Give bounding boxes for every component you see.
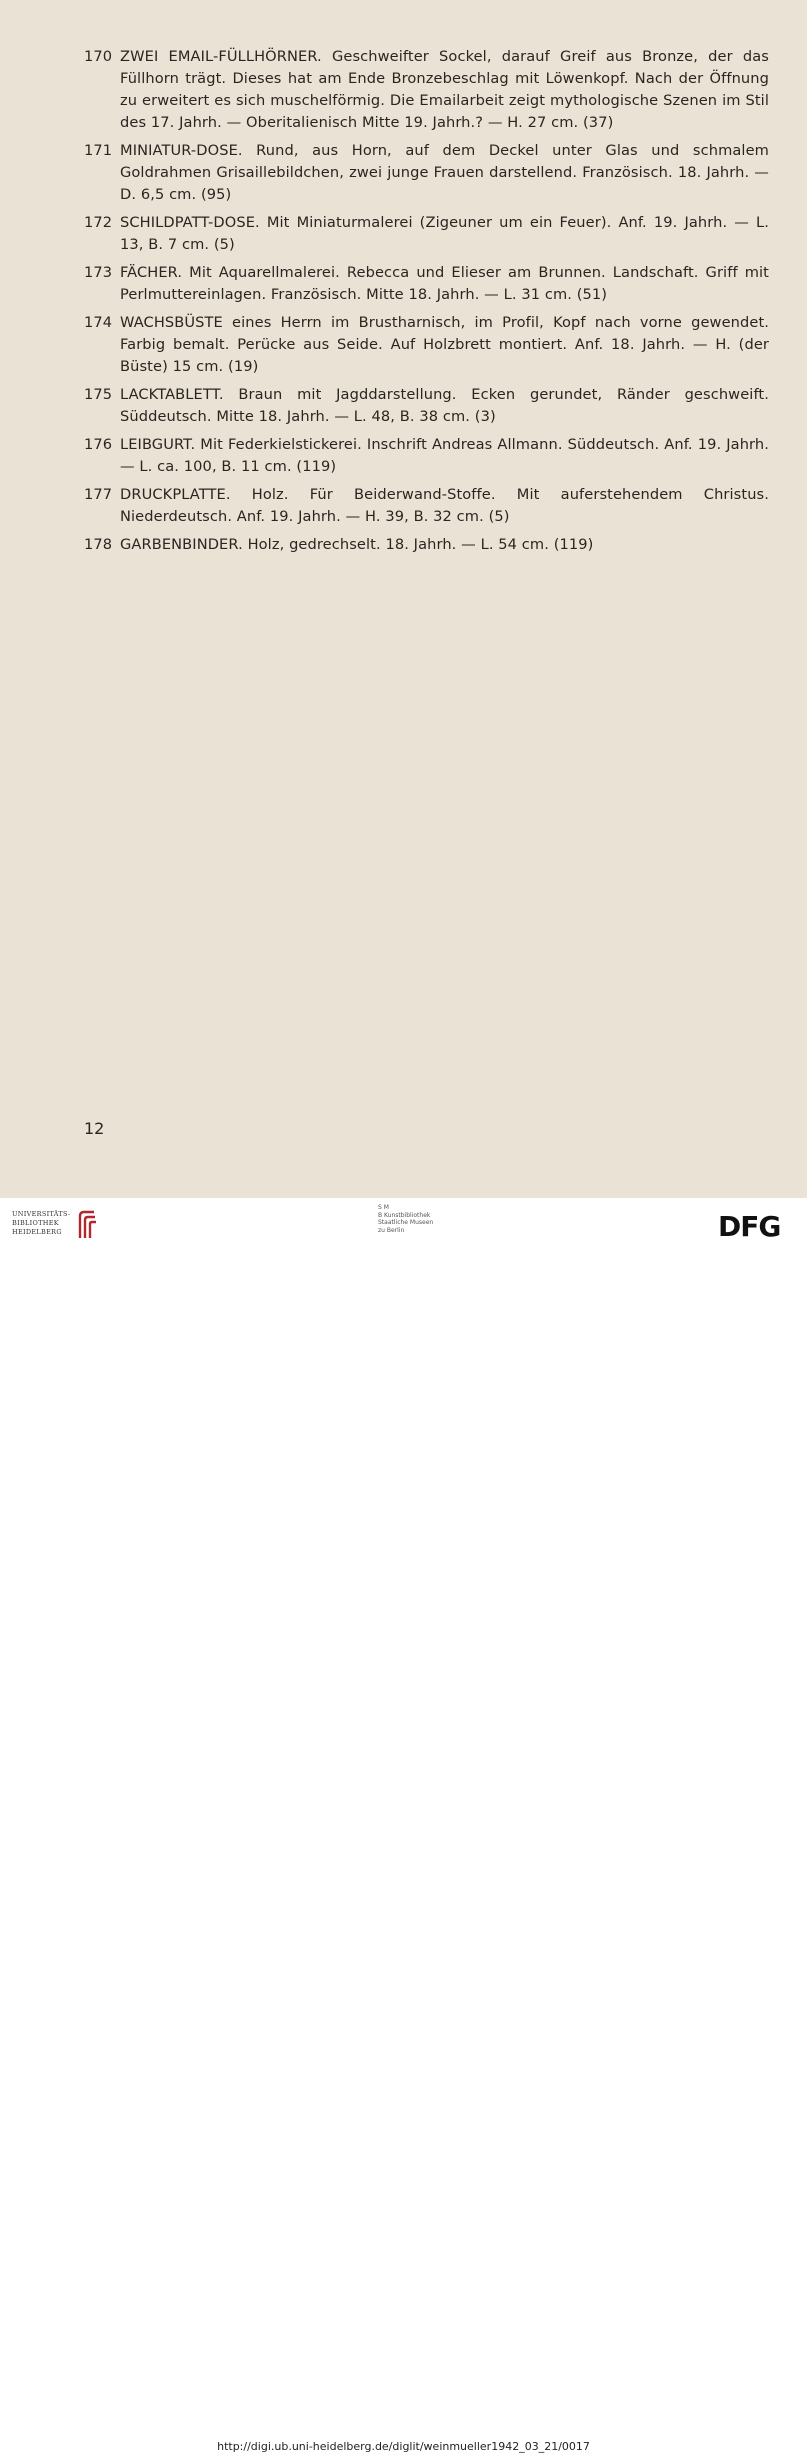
viewer-footer: [0, 1198, 807, 2453]
catalog-entry: [84, 140, 769, 206]
library-mark-icon: [76, 1210, 98, 1240]
dfg-logo-text: DFG: [718, 1211, 781, 1239]
library-name-line: HEIDELBERG: [12, 1228, 62, 1236]
entry-number: 175: [84, 386, 113, 403]
museum-stamp: [378, 1204, 488, 1234]
catalog-entry: [84, 262, 769, 306]
catalog-entry: [84, 46, 769, 134]
stamp-line: B Kunstbibliothek: [378, 1211, 431, 1219]
catalog-entry: [84, 534, 769, 556]
entry-text: DRUCKPLATTE. Holz. Für Beiderwand-Stoffe. Mit auferstehendem Christus. Niederdeutsch. Anf. 19. Jahrh. — H. 39, B. 32 cm. (5): [120, 486, 769, 525]
entry-text: LEIBGURT. Mit Federkielstickerei. Inschrift Andreas Allmann. Süddeutsch. Anf. 19. Jahrh. — L. ca. 100, B. 11 cm. (119): [120, 436, 769, 475]
entry-text: GARBENBINDER. Holz, gedrechselt. 18. Jahrh. — L. 54 cm. (119): [120, 536, 594, 553]
library-name: [12, 1210, 74, 1237]
stamp-line: zu Berlin: [378, 1226, 405, 1234]
page-number: 12: [84, 1119, 105, 1138]
entry-number: 171: [84, 142, 113, 159]
entry-number: 178: [84, 536, 113, 553]
entry-text: ZWEI EMAIL-FÜLLHÖRNER. Geschweifter Sockel, darauf Greif aus Bronze, der das Füllhorn trägt. Dieses hat am Ende Bronzebeschlag mit Löwenkopf. Nach der Öffnung zu erweitert es sich muschelförmig. Die Emailarbeit zeigt mythologische Szenen im Stil des 17. Jahrh. — Oberitalienisch Mitte 19. Jahrh.? — H. 27 cm. (37): [120, 48, 769, 131]
catalog-entry: [84, 384, 769, 428]
permalink-url[interactable]: http://digi.ub.uni-heidelberg.de/diglit/weinmueller1942_03_21/0017: [217, 2440, 590, 2453]
entry-text: SCHILDPATT-DOSE. Mit Miniaturmalerei (Zigeuner um ein Feuer). Anf. 19. Jahrh. — L. 13, B. 7 cm. (5): [120, 214, 769, 253]
library-name-line: UNIVERSITÄTS-: [12, 1210, 71, 1218]
stamp-line: S M: [378, 1204, 389, 1211]
entry-number: 177: [84, 486, 113, 503]
catalog-entry: [84, 434, 769, 478]
entry-number: 176: [84, 436, 113, 453]
entry-number: 170: [84, 48, 113, 65]
library-name-line: BIBLIOTHEK: [12, 1219, 59, 1227]
dfg-logo[interactable]: [718, 1211, 796, 1239]
catalog-entry: [84, 212, 769, 256]
catalog-entry: [84, 484, 769, 528]
catalog-entries: [84, 46, 769, 562]
catalog-entry: [84, 312, 769, 378]
entry-number: 173: [84, 264, 113, 281]
entry-text: MINIATUR-DOSE. Rund, aus Horn, auf dem Deckel unter Glas und schmalem Goldrahmen Grisaillebildchen, zwei junge Frauen darstellend. Französisch. 18. Jahrh. — D. 6,5 cm. (95): [120, 142, 769, 203]
scanned-page: [0, 0, 807, 1198]
stamp-line: Staatliche Museen: [378, 1219, 434, 1226]
entry-number: 172: [84, 214, 113, 231]
entry-text: WACHSBÜSTE eines Herrn im Brustharnisch, im Profil, Kopf nach vorne gewendet. Farbig bemalt. Perücke aus Seide. Auf Holzbrett montiert. Anf. 18. Jahrh. — H. (der Büste) 15 cm. (19): [120, 314, 769, 375]
entry-text: FÄCHER. Mit Aquarellmalerei. Rebecca und Elieser am Brunnen. Landschaft. Griff mit Perlmuttereinlagen. Französisch. Mitte 18. Jahrh. — L. 31 cm. (51): [120, 264, 769, 303]
entry-text: LACKTABLETT. Braun mit Jagddarstellung. Ecken gerundet, Ränder geschweift. Süddeutsch. Mitte 18. Jahrh. — L. 48, B. 38 cm. (3): [120, 386, 769, 425]
university-library-logo[interactable]: [12, 1210, 102, 1240]
entry-number: 174: [84, 314, 113, 331]
